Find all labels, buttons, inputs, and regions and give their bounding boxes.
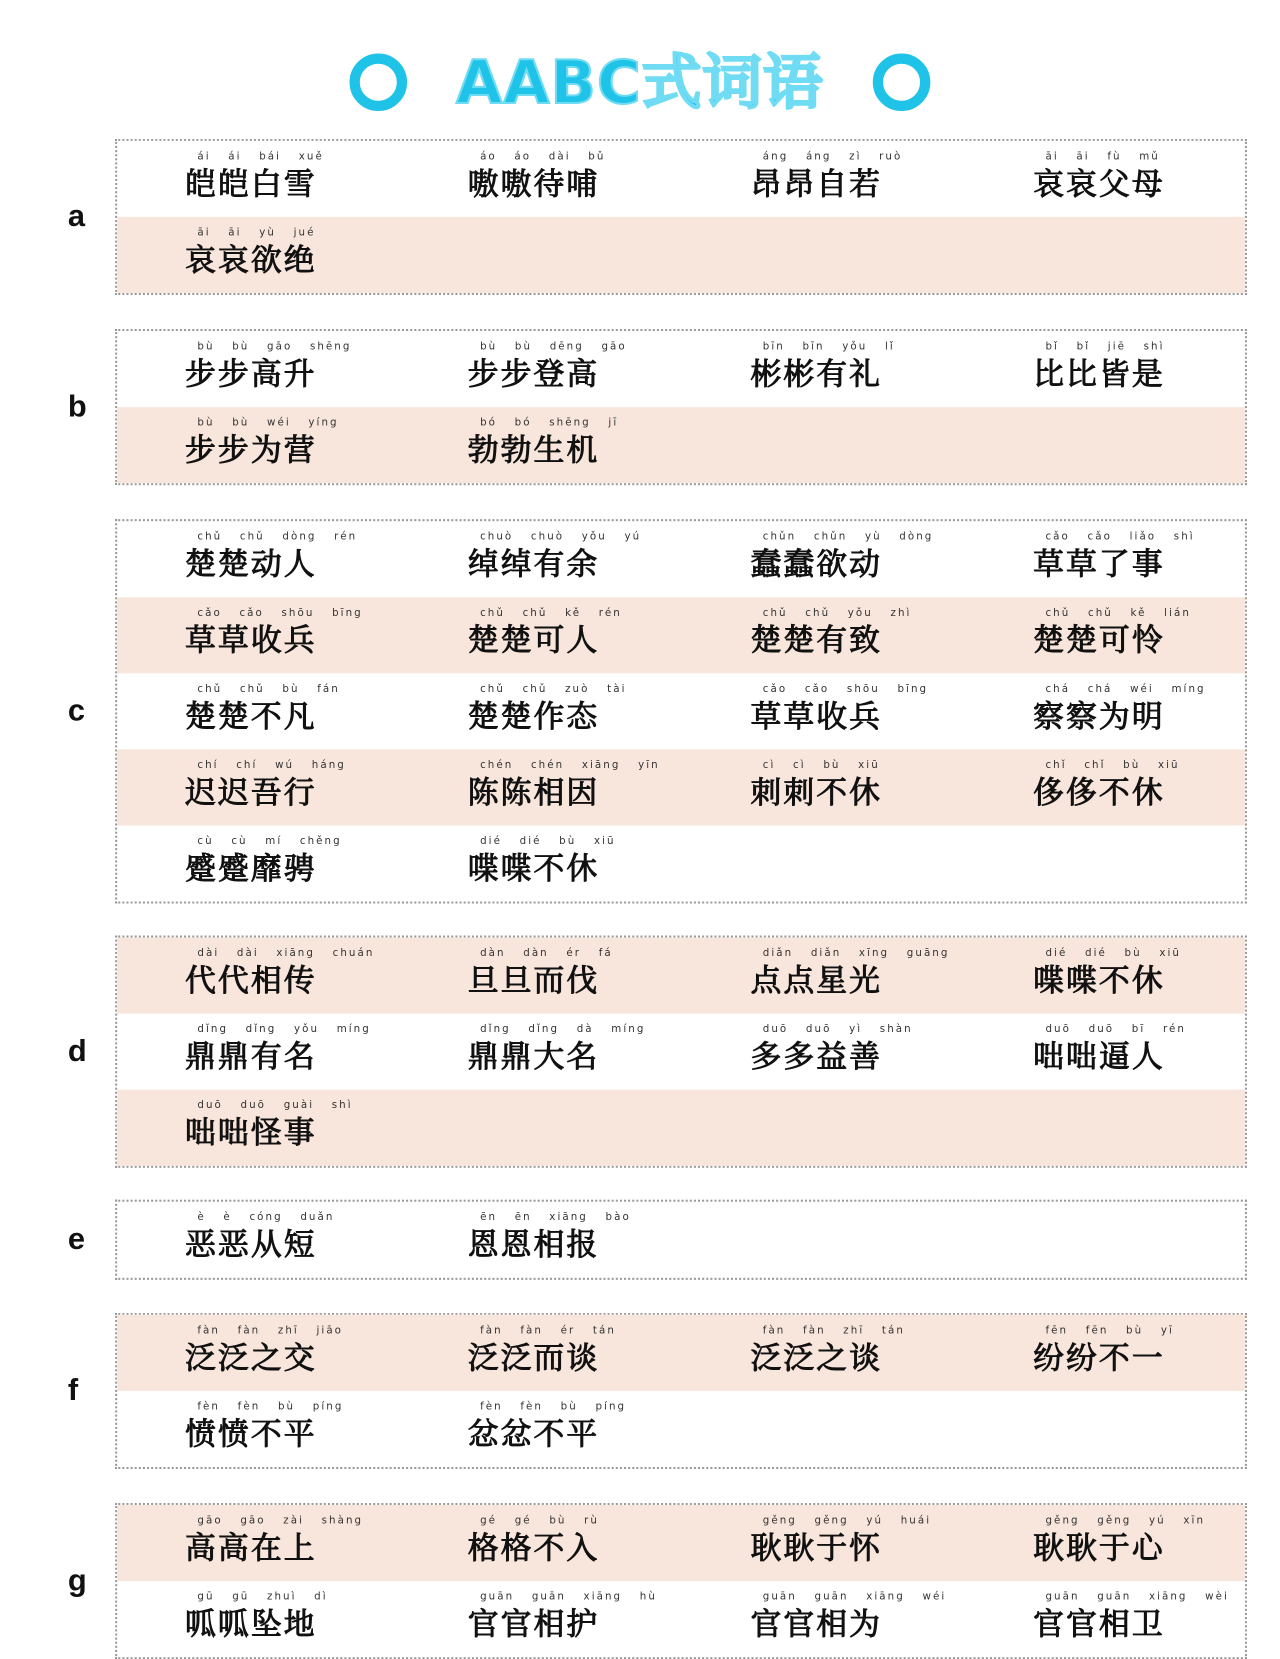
idiom-item: [185, 1591, 349, 1644]
section-letter: f: [67, 1373, 79, 1408]
idiom-item: [1033, 760, 1197, 813]
idiom-item: [750, 608, 914, 661]
pinyin: cù cù mí chěng: [197, 835, 342, 848]
pinyin: chuò chuò yǒu yú: [480, 531, 642, 543]
idiom-text: 代代相传: [185, 963, 317, 1000]
idiom-text: 愤愤不平: [185, 1416, 317, 1453]
section-a: [67, 139, 1247, 295]
idiom-item: [185, 151, 349, 204]
idiom-text: 官官相卫: [1033, 1606, 1165, 1643]
idiom-item: [1033, 341, 1197, 394]
idiom-item: [185, 1023, 371, 1077]
word-row: [117, 673, 1245, 749]
idiom-item: [185, 836, 349, 889]
section-f: [67, 1313, 1247, 1469]
idiom-item: [750, 1591, 947, 1644]
idiom-item: [1033, 151, 1197, 204]
idiom-item: [185, 1401, 349, 1454]
idiom-text: 迟迟吾行: [185, 775, 317, 812]
idiom-text: 哀哀父母: [1033, 166, 1165, 203]
section-c: [67, 519, 1247, 903]
idiom-item: [468, 151, 632, 204]
pinyin: guān guān xiāng wéi: [762, 1591, 947, 1603]
section-letter: b: [67, 389, 87, 424]
pinyin: chá chá wéi míng: [1045, 683, 1206, 695]
idiom-text: 耿耿于心: [1033, 1530, 1165, 1567]
idiom-item: [185, 607, 363, 661]
idiom-text: 步步高升: [185, 356, 317, 393]
idiom-item: [185, 1212, 349, 1265]
pinyin: gěng gěng yú huái: [762, 1515, 932, 1527]
pinyin: dǐng dǐng yǒu míng: [197, 1023, 371, 1036]
idiom-item: [185, 417, 349, 470]
idiom-item: [750, 947, 950, 1001]
idiom-text: 官官相护: [467, 1606, 600, 1643]
idiom-item: [468, 608, 632, 661]
idiom-text: 喋喋不休: [467, 851, 600, 888]
idiom-text: 比比皆是: [1033, 356, 1165, 393]
idiom-text: 格格不入: [467, 1530, 600, 1567]
pinyin: chǔ chǔ bù fán: [197, 683, 340, 695]
idiom-item: [1033, 1325, 1197, 1378]
section-e: [67, 1200, 1247, 1280]
pinyin: dié dié bù xiū: [480, 835, 616, 848]
idiom-item: [750, 1515, 932, 1568]
idiom-item: [185, 227, 349, 280]
pinyin: dié dié bù xiū: [1045, 947, 1181, 960]
word-row: [117, 521, 1245, 597]
idiom-text: 侈侈不休: [1033, 775, 1165, 812]
pinyin: chǔ chǔ dòng rén: [197, 531, 358, 543]
idiom-text: 点点星光: [750, 963, 883, 1000]
idiom-text: 楚楚可人: [467, 622, 600, 659]
word-row: [117, 331, 1245, 407]
idiom-item: [185, 684, 349, 737]
section-letter: a: [67, 199, 86, 234]
idiom-text: 官官相为: [750, 1606, 883, 1643]
pinyin: cì cì bù xiū: [762, 759, 880, 771]
circle-icon-left: [349, 53, 407, 111]
pinyin: bù bù dēng gāo: [480, 341, 627, 353]
pinyin: fèn fèn bù píng: [197, 1401, 344, 1413]
page-title: [0, 46, 1280, 118]
idiom-item: [750, 1024, 914, 1077]
idiom-text: 哀哀欲绝: [185, 242, 317, 279]
pinyin: āi āi yù jué: [197, 227, 316, 239]
idiom-item: [468, 341, 632, 394]
idiom-text: 蠢蠢欲动: [750, 546, 883, 583]
idiom-text: 楚楚可怜: [1033, 622, 1165, 659]
pinyin: bǐ bǐ jiē shì: [1045, 341, 1165, 353]
idiom-text: 楚楚动人: [185, 546, 317, 583]
idiom-text: 蹙蹙靡骋: [185, 851, 317, 888]
idiom-item: [750, 1325, 914, 1378]
section-letter: e: [67, 1222, 86, 1257]
word-row: [117, 749, 1245, 825]
idiom-item: [467, 759, 660, 813]
idiom-text: 纷纷不一: [1033, 1340, 1165, 1377]
idiom-item: [185, 531, 358, 584]
idiom-text: 泛泛而谈: [467, 1340, 600, 1377]
idiom-text: 多多益善: [750, 1039, 883, 1076]
idiom-text: 勃勃生机: [467, 432, 600, 469]
idiom-item: [185, 1515, 364, 1568]
pinyin: bó bó shēng jī: [480, 417, 619, 429]
pinyin: dǐng dǐng dà míng: [480, 1023, 646, 1036]
idiom-text: 鼎鼎有名: [185, 1039, 317, 1076]
idiom-text: 忿忿不平: [467, 1416, 600, 1453]
idiom-text: 泛泛之交: [185, 1340, 317, 1377]
idiom-text: 泛泛之谈: [750, 1340, 883, 1377]
word-row: [117, 217, 1245, 293]
idiom-item: [750, 151, 914, 204]
idiom-text: 步步为营: [185, 432, 317, 469]
idiom-item: [750, 531, 934, 584]
idiom-text: 陈陈相因: [467, 775, 600, 812]
idiom-text: 昂昂自若: [750, 166, 883, 203]
idiom-text: 草草收兵: [750, 699, 883, 736]
idiom-item: [468, 1401, 632, 1454]
pinyin: dàn dàn ér fá: [480, 947, 613, 960]
idiom-item: [1033, 608, 1197, 661]
pinyin: fàn fàn zhī tán: [762, 1325, 905, 1337]
idiom-item: [468, 1325, 632, 1378]
word-row: [117, 938, 1245, 1014]
section-g: [67, 1503, 1247, 1659]
idiom-text: 楚楚作态: [467, 699, 600, 736]
pinyin: duō duō yì shàn: [762, 1023, 913, 1036]
word-row: [117, 141, 1245, 217]
word-row: [117, 597, 1245, 673]
idiom-text: 步步登高: [467, 356, 600, 393]
title-text: AABC式词语: [456, 47, 824, 118]
idiom-item: [750, 683, 929, 737]
idiom-item: [467, 1591, 657, 1644]
idiom-item: [1033, 1024, 1197, 1077]
pinyin: ēn ēn xiāng bào: [480, 1212, 631, 1224]
pinyin: gāo gāo zài shàng: [197, 1515, 364, 1527]
idiom-text: 皑皑白雪: [185, 166, 317, 203]
idiom-text: 咄咄怪事: [185, 1115, 317, 1152]
pinyin: cǎo cǎo shōu bīng: [762, 683, 929, 695]
idiom-text: 咄咄逼人: [1033, 1039, 1165, 1076]
idiom-item: [468, 1515, 632, 1568]
pinyin: bù bù gāo shēng: [197, 341, 352, 353]
idiom-item: [185, 947, 375, 1001]
pinyin: chǔ chǔ kě lián: [1045, 607, 1191, 619]
idiom-item: [1033, 683, 1206, 737]
section-letter: g: [67, 1563, 87, 1598]
pinyin: duō duō guài shì: [197, 1099, 353, 1112]
idiom-item: [185, 341, 352, 394]
idiom-text: 楚楚有致: [750, 622, 883, 659]
idiom-item: [468, 948, 632, 1001]
pinyin: chén chén xiāng yīn: [480, 759, 660, 771]
idiom-text: 恶恶从短: [185, 1227, 317, 1264]
idiom-text: 恩恩相报: [467, 1227, 600, 1264]
idiom-text: 旦旦而伐: [467, 963, 600, 1000]
word-row: [117, 1090, 1245, 1166]
idiom-item: [1033, 1591, 1229, 1644]
pinyin: è è cóng duǎn: [197, 1212, 335, 1224]
pinyin: fēn fēn bù yī: [1045, 1325, 1174, 1337]
idiom-text: 耿耿于怀: [750, 1530, 883, 1567]
idiom-item: [185, 1325, 349, 1378]
idiom-item: [468, 1212, 632, 1265]
section-d: [67, 935, 1247, 1167]
idiom-item: [750, 341, 914, 394]
pinyin: cǎo cǎo shōu bīng: [197, 607, 363, 619]
pinyin: gū gū zhuì dì: [197, 1591, 328, 1603]
pinyin: bīn bīn yǒu lǐ: [762, 341, 895, 353]
idiom-text: 草草了事: [1033, 546, 1165, 583]
idiom-item: [1033, 948, 1197, 1001]
pinyin: duō duō bī rén: [1045, 1023, 1186, 1036]
word-row: [117, 1391, 1245, 1467]
idiom-text: 鼎鼎大名: [467, 1039, 600, 1076]
circle-icon-right: [873, 53, 931, 111]
pinyin: bù bù wéi yíng: [197, 417, 339, 429]
pinyin: diǎn diǎn xīng guāng: [762, 947, 950, 960]
word-row: [117, 1315, 1245, 1391]
idiom-text: 彬彬有礼: [750, 356, 883, 393]
idiom-text: 嗷嗷待哺: [467, 166, 600, 203]
pinyin: chǔ chǔ zuò tài: [480, 683, 627, 695]
idiom-item: [467, 531, 642, 584]
pinyin: chǔ chǔ kě rén: [480, 607, 622, 619]
idiom-text: 喋喋不休: [1033, 963, 1165, 1000]
pinyin: guān guān xiāng wèi: [1045, 1591, 1229, 1603]
section-letter: d: [67, 1034, 87, 1069]
idiom-text: 楚楚不凡: [185, 699, 317, 736]
pinyin: chǔn chǔn yù dòng: [762, 531, 934, 543]
idiom-item: [185, 760, 349, 813]
pinyin: fàn fàn zhī jiāo: [197, 1325, 344, 1337]
pinyin: gé gé bù rù: [480, 1515, 599, 1527]
idiom-text: 草草收兵: [185, 622, 317, 659]
idiom-item: [467, 1023, 646, 1077]
idiom-text: 绰绰有余: [467, 546, 600, 583]
idiom-text: 察察为明: [1033, 699, 1165, 736]
pinyin: cǎo cǎo liǎo shì: [1045, 531, 1195, 543]
word-row: [117, 1505, 1245, 1581]
idiom-item: [750, 760, 914, 813]
idiom-item: [468, 417, 632, 470]
idiom-text: 高高在上: [185, 1530, 317, 1567]
word-row: [117, 825, 1245, 901]
idiom-text: 刺刺不休: [750, 775, 883, 812]
pinyin: ái ái bái xuě: [197, 151, 324, 163]
word-row: [117, 1581, 1245, 1657]
pinyin: chí chí wú háng: [197, 759, 346, 771]
word-row: [117, 407, 1245, 483]
word-row: [117, 1202, 1245, 1278]
idiom-item: [1033, 531, 1197, 584]
pinyin: chǔ chǔ yǒu zhì: [762, 607, 912, 619]
word-row: [117, 1014, 1245, 1090]
idiom-item: [1033, 1515, 1206, 1568]
idiom-item: [468, 836, 632, 889]
pinyin: áo áo dài bǔ: [480, 151, 606, 163]
idiom-item: [468, 684, 632, 737]
idiom-text: 呱呱坠地: [185, 1606, 317, 1643]
pinyin: dài dài xiāng chuán: [197, 947, 375, 960]
pinyin: áng áng zì ruò: [762, 151, 903, 163]
idiom-item: [185, 1099, 353, 1153]
pinyin: gěng gěng yú xīn: [1045, 1515, 1206, 1527]
pinyin: fàn fàn ér tán: [480, 1325, 616, 1337]
pinyin: chǐ chǐ bù xiū: [1045, 759, 1180, 771]
pinyin: āi āi fù mǔ: [1045, 151, 1160, 163]
section-b: [67, 329, 1247, 485]
pinyin: guān guān xiāng hù: [480, 1591, 657, 1603]
section-letter: c: [67, 693, 86, 728]
pinyin: fèn fèn bù píng: [480, 1401, 627, 1413]
